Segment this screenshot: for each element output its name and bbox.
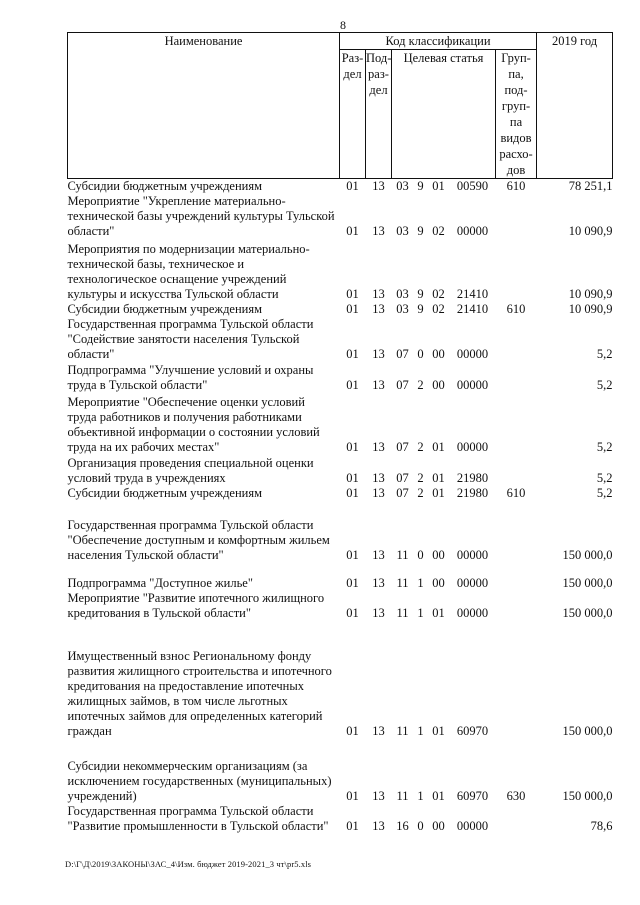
row-amount: 10 090,9: [568, 224, 613, 238]
row-target-direction: 21980: [456, 471, 489, 485]
row-podrazdel: 13: [372, 440, 385, 454]
row-expense-group: [496, 591, 537, 621]
budget-table: [67, 32, 613, 834]
row-target-event: 00: [432, 548, 445, 562]
row-razdel: 01: [346, 347, 359, 361]
row-target-event: 01: [432, 179, 445, 193]
row-target-subprogram: 1: [417, 789, 424, 803]
row-podrazdel: 13: [372, 548, 385, 562]
row-target-direction: 00000: [456, 378, 489, 392]
row-expense-group: [496, 317, 537, 362]
row-target-direction: 21980: [456, 486, 489, 500]
row-target-subprogram: 0: [417, 548, 424, 562]
table-row: [68, 179, 613, 195]
row-razdel: 01: [346, 576, 359, 590]
header-name: Наименование: [68, 33, 340, 179]
row-podrazdel: 13: [372, 224, 385, 238]
row-target-program: 03: [396, 224, 409, 238]
row-amount: 150 000,0: [562, 576, 613, 590]
row-expense-group: [496, 362, 537, 393]
row-target-program: 03: [396, 287, 409, 301]
row-amount: 78 251,1: [568, 179, 613, 193]
row-razdel: 01: [346, 724, 359, 738]
table-row: [68, 302, 613, 317]
row-target-subprogram: 9: [417, 302, 424, 316]
row-name: Мероприятия по модернизации материально-технической базы, техническое и технологическое оснащение учреждений культуры и искусства Тульской области: [67, 242, 310, 301]
row-target-event: 01: [432, 606, 445, 620]
row-target-direction: 60970: [456, 724, 489, 738]
row-target-subprogram: 2: [417, 378, 424, 392]
row-name: Субсидии бюджетным учреждениям: [67, 179, 263, 193]
row-podrazdel: 13: [372, 724, 385, 738]
row-expense-group: 610: [506, 302, 526, 316]
row-amount: 10 090,9: [568, 287, 613, 301]
row-target-program: 03: [396, 302, 409, 316]
row-expense-group: [496, 239, 537, 302]
row-name: Мероприятие "Укрепление материально-технической базы учреждений культуры Тульской области": [67, 194, 335, 238]
row-target-subprogram: 9: [417, 287, 424, 301]
row-target-event: 01: [432, 471, 445, 485]
header-target-article: Целевая статья: [392, 50, 496, 179]
row-target-direction: 00000: [456, 224, 489, 238]
row-amount: 150 000,0: [562, 724, 613, 738]
row-podrazdel: 13: [372, 347, 385, 361]
table-row: [68, 563, 613, 591]
row-target-direction: 00000: [456, 819, 489, 833]
row-name: Мероприятие "Обеспечение оценки условий труда работников и получения работниками объективной информации о состоянии условий труда на их рабочих местах": [67, 395, 320, 454]
row-target-direction: 00000: [456, 576, 489, 590]
row-razdel: 01: [346, 548, 359, 562]
row-name: Субсидии бюджетным учреждениям: [67, 486, 263, 500]
row-target-program: 03: [396, 179, 409, 193]
row-razdel: 01: [346, 179, 359, 193]
row-amount: 5,2: [596, 440, 613, 454]
row-expense-group: 610: [506, 179, 526, 193]
row-podrazdel: 13: [372, 789, 385, 803]
row-amount: 150 000,0: [562, 606, 613, 620]
row-name: Субсидии некоммерческим организациям (за исключением государственных (муниципальных) учреждений): [67, 759, 332, 803]
table-row: [68, 591, 613, 621]
row-amount: 10 090,9: [568, 302, 613, 316]
row-expense-group: [496, 393, 537, 455]
row-razdel: 01: [346, 224, 359, 238]
header-razdel: Раз- дел: [340, 50, 366, 179]
table-row: [68, 621, 613, 739]
page-number: 8: [340, 18, 346, 32]
row-target-event: 01: [432, 440, 445, 454]
row-target-event: 02: [432, 224, 445, 238]
row-podrazdel: 13: [372, 179, 385, 193]
row-amount: 5,2: [596, 486, 613, 500]
row-razdel: 01: [346, 471, 359, 485]
row-target-event: 01: [432, 486, 445, 500]
row-target-event: 02: [432, 302, 445, 316]
row-name: Организация проведения специальной оценки условий труда в учреждениях: [67, 456, 314, 485]
row-target-direction: 21410: [456, 302, 489, 316]
table-row: [68, 362, 613, 393]
row-expense-group: 630: [506, 789, 526, 803]
row-name: Государственная программа Тульской области "Обеспечение доступным и комфортным жильем населения Тульской области": [67, 518, 330, 562]
row-target-program: 11: [396, 548, 409, 562]
row-target-event: 00: [432, 378, 445, 392]
row-target-program: 07: [396, 471, 409, 485]
table-row: [68, 486, 613, 501]
row-target-subprogram: 1: [417, 606, 424, 620]
row-target-program: 11: [396, 576, 409, 590]
header-year: 2019 год: [537, 33, 613, 179]
header-expense-group: Груп- па, под- груп- па видов расхо- дов: [496, 50, 537, 179]
row-expense-group: [496, 563, 537, 591]
row-amount: 150 000,0: [562, 548, 613, 562]
row-target-subprogram: 9: [417, 179, 424, 193]
table-row: [68, 194, 613, 239]
row-razdel: 01: [346, 440, 359, 454]
row-name: Подпрограмма "Доступное жилье": [67, 576, 253, 590]
row-target-program: 11: [396, 606, 409, 620]
row-target-subprogram: 0: [417, 819, 424, 833]
row-name: Государственная программа Тульской области "Содействие занятости населения Тульской области": [67, 317, 314, 361]
row-podrazdel: 13: [372, 287, 385, 301]
row-razdel: 01: [346, 287, 359, 301]
header-podrazdel: Под- раз- дел: [366, 50, 392, 179]
row-razdel: 01: [346, 302, 359, 316]
row-target-direction: 00000: [456, 440, 489, 454]
table-row: [68, 239, 613, 302]
row-name: Субсидии бюджетным учреждениям: [67, 302, 263, 316]
row-amount: 150 000,0: [562, 789, 613, 803]
table-row: [68, 393, 613, 455]
row-target-program: 11: [396, 724, 409, 738]
row-target-direction: 00000: [456, 606, 489, 620]
row-expense-group: [496, 621, 537, 739]
row-target-event: 01: [432, 724, 445, 738]
row-target-direction: 00590: [456, 179, 489, 193]
row-name: Подпрограмма "Улучшение условий и охраны труда в Тульской области": [67, 363, 314, 392]
table-row: [68, 804, 613, 834]
row-target-event: 00: [432, 576, 445, 590]
row-target-subprogram: 0: [417, 347, 424, 361]
row-target-program: 07: [396, 378, 409, 392]
row-razdel: 01: [346, 789, 359, 803]
row-target-subprogram: 9: [417, 224, 424, 238]
row-target-direction: 00000: [456, 347, 489, 361]
row-target-direction: 00000: [456, 548, 489, 562]
row-target-program: 07: [396, 440, 409, 454]
row-target-program: 07: [396, 486, 409, 500]
row-podrazdel: 13: [372, 576, 385, 590]
row-razdel: 01: [346, 819, 359, 833]
row-target-program: 16: [396, 819, 409, 833]
row-podrazdel: 13: [372, 486, 385, 500]
row-amount: 5,2: [596, 347, 613, 361]
row-razdel: 01: [346, 378, 359, 392]
row-target-program: 11: [396, 789, 409, 803]
row-razdel: 01: [346, 606, 359, 620]
row-expense-group: [496, 455, 537, 486]
row-amount: 5,2: [596, 378, 613, 392]
row-target-subprogram: 2: [417, 440, 424, 454]
table-row: [68, 317, 613, 362]
row-podrazdel: 13: [372, 819, 385, 833]
row-podrazdel: 13: [372, 302, 385, 316]
row-amount: 5,2: [596, 471, 613, 485]
row-target-direction: 21410: [456, 287, 489, 301]
row-podrazdel: 13: [372, 606, 385, 620]
row-target-event: 01: [432, 789, 445, 803]
row-expense-group: [496, 194, 537, 239]
row-name: Мероприятие "Развитие ипотечного жилищного кредитования в Тульской области": [67, 591, 325, 620]
table-row: [68, 739, 613, 804]
header-code-group: Код классификации: [340, 33, 537, 50]
row-podrazdel: 13: [372, 378, 385, 392]
row-expense-group: [496, 501, 537, 563]
row-target-subprogram: 2: [417, 471, 424, 485]
table-row: [68, 455, 613, 486]
row-expense-group: 610: [506, 486, 526, 500]
row-expense-group: [496, 804, 537, 834]
row-target-subprogram: 2: [417, 486, 424, 500]
row-target-event: 02: [432, 287, 445, 301]
row-podrazdel: 13: [372, 471, 385, 485]
row-target-subprogram: 1: [417, 724, 424, 738]
file-path-footer: D:\Г\Д\2019\ЗАКОНЫ\ЗАС_4\Изм. бюджет 2019-2021_3 чт\pr5.xls: [65, 859, 312, 869]
row-amount: 78,6: [590, 819, 613, 833]
row-target-event: 00: [432, 819, 445, 833]
row-name: Имущественный взнос Региональному фонду развития жилищного строительства и ипотечного кредитования на предоставление ипотечных жилищных займов, в том числе льготных ипотечных займов для определенных категорий граждан: [67, 649, 332, 738]
row-target-subprogram: 1: [417, 576, 424, 590]
row-name: Государственная программа Тульской области "Развитие промышленности в Тульской области": [67, 804, 329, 833]
row-target-program: 07: [396, 347, 409, 361]
table-row: [68, 501, 613, 563]
row-target-direction: 60970: [456, 789, 489, 803]
row-razdel: 01: [346, 486, 359, 500]
row-target-event: 00: [432, 347, 445, 361]
